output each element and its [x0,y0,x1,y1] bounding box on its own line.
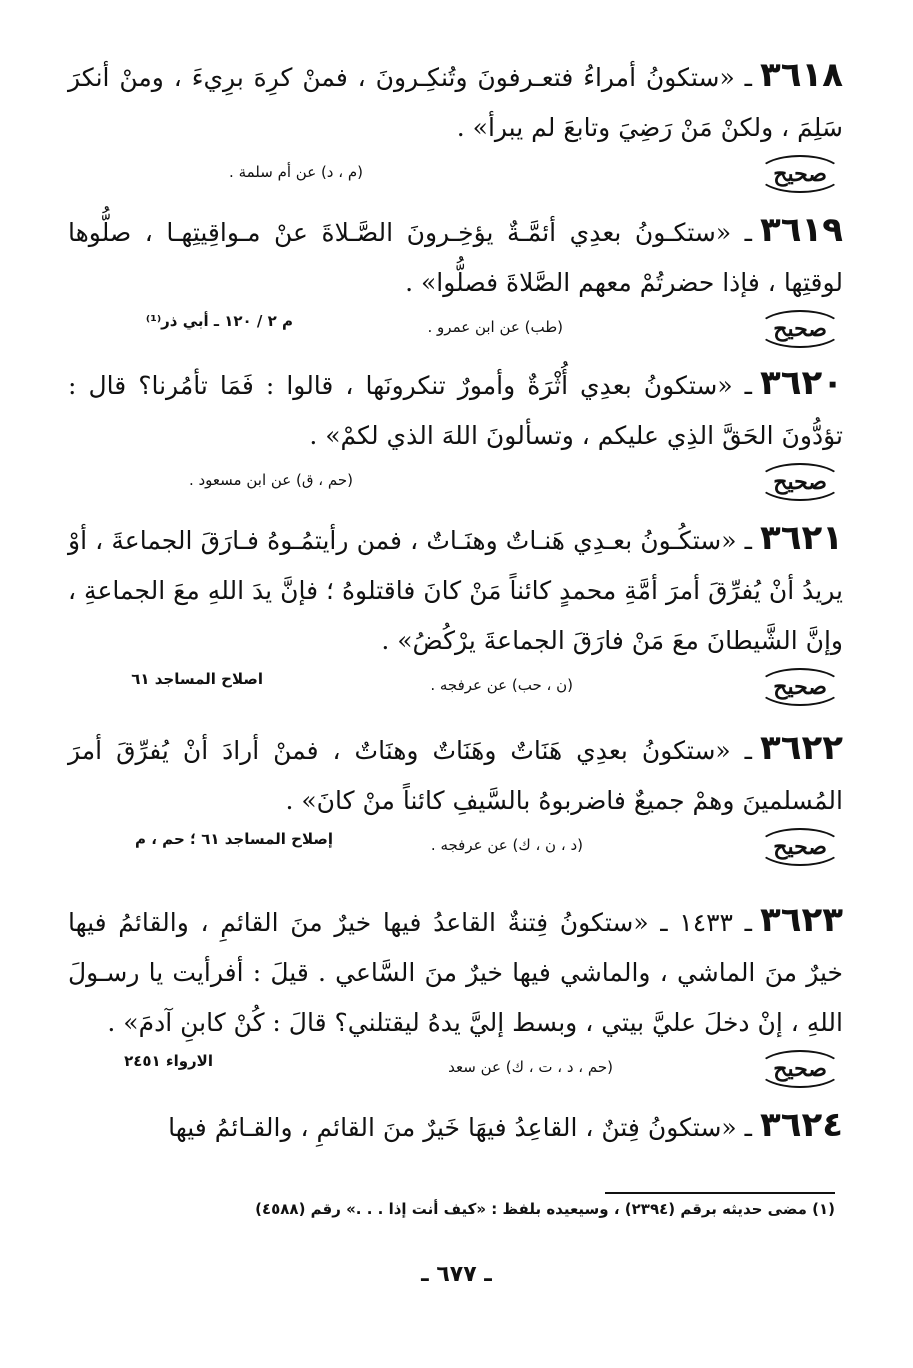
source-citation: (م ، د) عن أم سلمة . [229,163,363,181]
hadith-entry-3621 [68,513,843,712]
hadith-text: ٣٦٢١ـ «ستكُـونُ بعـدِي هَنـاتٌ وهنَـاتٌ ، فمن رأيتمُـوهُ فـارَقَ الجماعةَ ، أوْ يريدُ أنْ يُفرِّقَ أمرَ أمَّةِ محمدٍ كائناً مَنْ كانَ فاقتلوهُ ؛ فإنَّ يدَ اللهِ معَ الجماعةِ ، وإنَّ الشَّيطانَ معَ مَنْ فارَقَ الجماعةَ يرْكُضُ» . [68,518,843,655]
hadith-text: ٣٦٢٣ـ ١٤٣٣ ـ «ستكونُ فِتنةٌ القاعدُ فيها خيرٌ منَ القائمِ ، والقائمُ فيها خيرٌ منَ الماشي ، والماشي فيها خيرٌ منَ السَّاعي . قيلَ : أفرأيت يا رسـولَ اللهِ ، إنْ دخلَ عليَّ بيتي ، وبسط إليَّ يدهُ ليقتلني؟ قالَ : كُنْ كابنِ آدمَ» . [68,900,843,1037]
hadith-number: ٣٦٢٠ [759,363,843,403]
grade-label: صحيح [757,828,843,866]
hadith-number: ٣٦١٨ [759,55,843,95]
page-number: ـ ٦٧٧ ـ [421,1262,492,1287]
hadith-number: ٣٦٢٣ [759,900,843,940]
grade-label: صحيح [757,1050,843,1088]
source-citation: (حم ، ق) عن ابن مسعود . [188,471,353,489]
hadith-entry-3618 [68,50,843,199]
cross-reference: م ٢ / ١٢٠ ـ أبي ذر⁽¹⁾ [145,312,293,330]
source-citation: (د ، ن ، ك) عن عرفجه . [430,836,583,854]
hadith-entry-3622 [68,723,843,872]
hadith-text: ٣٦٢٤ـ «ستكونُ فِتنٌ ، القاعِدُ فيهَا خَيرٌ منَ القائمِ ، والقـائمُ فيها [168,1105,843,1145]
hadith-number: ٣٦٢١ [759,518,843,558]
hadith-entry-3624 [68,1100,843,1153]
cross-reference: إصلاح المساجد ٦١ ؛ حم ، م [135,830,333,848]
source-citation: (حم ، د ، ت ، ك) عن سعد [448,1058,613,1076]
cross-reference: الارواء ٢٤٥١ [124,1052,213,1070]
cross-reference: اصلاح المساجد ٦١ [131,670,263,688]
source-citation: (ن ، حب) عن عرفجه . [430,676,573,694]
reference-row [68,1050,843,1094]
reference-row [68,155,843,199]
reference-row [68,463,843,507]
hadith-entry-3620 [68,358,843,507]
grade-label: صحيح [757,310,843,348]
hadith-text: ٣٦١٨ـ «ستكونُ أمراءُ فتعـرفونَ وتُنكِـرونَ ، فمنْ كرِهَ برِيءَ ، ومنْ أنكرَ سَلِمَ ، ولكنْ مَنْ رَضِيَ وتابعَ لم يبرأ» . [68,55,843,142]
grade-label: صحيح [757,668,843,706]
hadith-entry-3619 [68,205,843,354]
footnote-divider [605,1192,835,1194]
hadith-number: ٣٦٢٢ [759,728,843,768]
hadith-text: ٣٦٢٢ـ «ستكونُ بعدِي هَنَاتٌ وهَنَاتٌ وهنَاتٌ ، فمنْ أرادَ أنْ يُفرِّقَ أمرَ المُسلمينَ وهمْ جميعٌ فاضربوهُ بالسَّيفِ كائناً منْ كانَ» . [68,728,843,815]
hadith-text: ٣٦١٩ـ «ستكـونُ بعدِي أئمَّـةٌ يؤخِـرونَ الصَّـلاةَ عنْ مـواقِيتِهـا ، صلُّوها لوقتِها ، فإذا حضرتُمْ معهم الصَّلاةَ فصلُّوا» . [68,210,843,297]
hadith-number: ٣٦٢٤ [759,1105,843,1145]
grade-label: صحيح [757,155,843,193]
hadith-entry-3623 [68,895,843,1094]
hadith-number: ٣٦١٩ [759,210,843,250]
reference-row [68,310,843,354]
grade-label: صحيح [757,463,843,501]
reference-row [68,828,843,872]
hadith-text: ٣٦٢٠ـ «ستكونُ بعدِي أُثْرَةٌ وأمورٌ تنكرونَها ، قالوا : فَمَا تأمُرنا؟ قال : تؤدُّونَ الحَقَّ الذِي عليكم ، وتسألونَ اللهَ الذي لكمْ» . [68,363,843,450]
source-citation: (طب) عن ابن عمرو . [427,318,563,336]
footnote: (١) مضى حديثه برقم (٢٣٩٤) ، وسيعيده بلفظ : «كيف أنت إذا . . .» رقم (٤٥٨٨) [255,1200,835,1218]
reference-row [68,668,843,712]
